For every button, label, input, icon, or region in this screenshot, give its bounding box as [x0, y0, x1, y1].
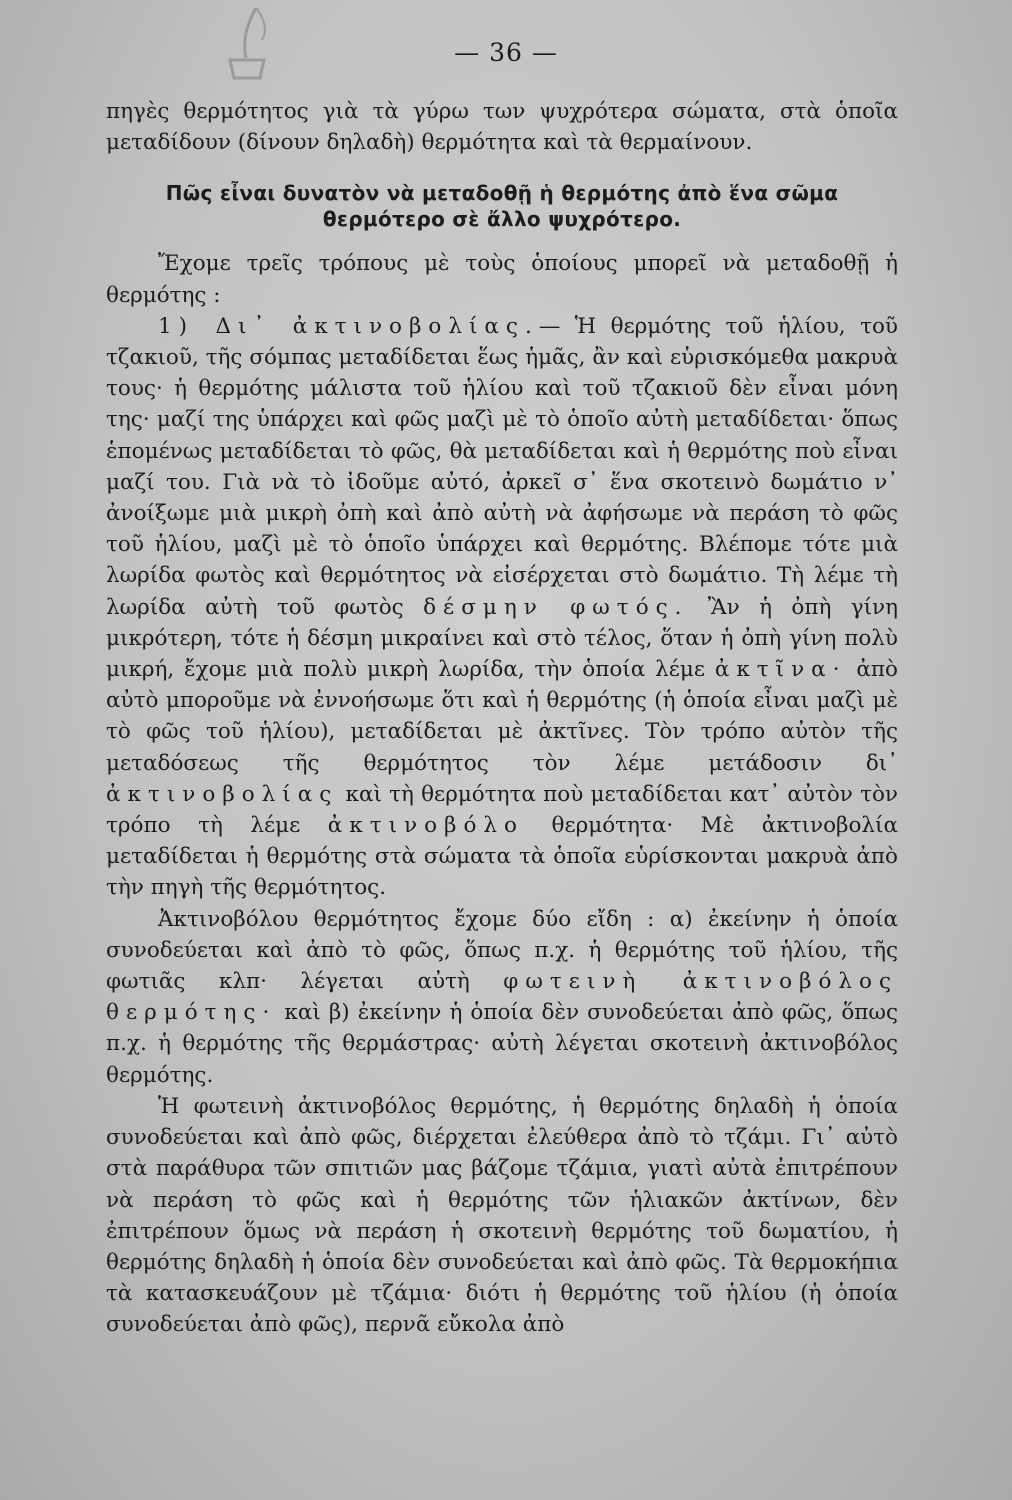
term-luminous-radiant-heat: φωτεινὴ ἀκτινοβόλος θερμότης·: [106, 969, 898, 1026]
paragraph-2-c: ἀπὸ αὐτὸ μποροῦμε νὰ ἐννοήσωμε ὅτι καὶ ἡ θερμότης (ἡ ὁποία εἶναι μαζὶ μὲ τὸ φῶς τοῦ ἡλίου), μεταδίδεται μὲ ἀκτῖνες. Τὸν τρόπο αὐτὸν τῆς μεταδόσεως τῆς θερμότητος τὸν λέμε μετάδοσιν δι᾿: [106, 657, 898, 776]
paragraph-3-b: καὶ β) ἐκείνην ἡ ὁποία δὲν συνοδεύεται ἀπὸ φῶς, ὅπως π.χ. ἡ θερμότης τῆς θερμάστρας· αὐτὴ λέγεται σκοτεινὴ ἀκτινοβόλος θερμότης.: [106, 1000, 898, 1088]
paragraph-3-a: Ἀκτινοβόλου θερμότητος ἔχομε δύο εἴδη : α) ἐκείνην ἡ ὁποία συνοδεύεται καὶ ἀπὸ τὸ φῶς, ὅπως π.χ. ἡ θερμότης τοῦ ἡλίου, τῆς φωτιᾶς κλπ· λέγεται αὐτὴ: [106, 906, 898, 995]
paragraph-4: Ἡ φωτεινὴ ἀκτινοβόλος θερμότης, ἡ θερμότης δηλαδὴ ἡ ὁποία συνοδεύεται καὶ ἀπὸ φῶς, διέρχεται ἐλεύθερα ἀπὸ τὸ τζάμι. Γι᾿ αὐτὸ στὰ παράθυρα τῶν σπιτιῶν μας βάζομε τζάμια, γιατὶ αὐτὰ ἐπιτρέπουν νὰ περάση τὸ φῶς καὶ ἡ θερμότης τῶν ἡλιακῶν ἀκτίνων, δὲν ἐπιτρέπουν ὅμως νὰ περάση ἡ σκοτεινὴ θερμότης τοῦ δωματίου, ἡ θερμότης δηλαδὴ ἡ ὁποία δὲν συνοδεύεται καὶ ἀπὸ φῶς. Τὰ θερμοκήπια τὰ κατασκευάζουν μὲ τζάμια· διότι ἡ θερμότης τοῦ ἡλίου (ἡ ὁποία συνοδεύεται ἀπὸ φῶς), περνᾶ εὔκολα ἀπὸ: [106, 1093, 898, 1338]
intro-paragraph: πηγὲς θερμότητος γιὰ τὰ γύρω των ψυχρότερα σώματα, στὰ ὁποῖα μεταδίδουν (δίνουν δηλαδὴ) θερμότητα καὶ τὰ θερμαίνουν.: [106, 99, 898, 156]
term-radiation: ἀκτινοβολίας: [106, 781, 339, 807]
method-label: 1) Δι᾿ ἀκτινοβολίας.: [158, 313, 539, 339]
term-ray: ἀκτῖνα·: [714, 657, 847, 683]
body-text: [106, 96, 898, 1341]
paragraph-2-b: Ἂν ἡ ὀπὴ γίνη μικρότερη, τότε ἡ δέσμη μικραίνει καὶ στὸ τέλος, ὅταν ἡ ὀπὴ γίνη πολὺ μικρή, ἔχομε μιὰ πολὺ μικρὴ λωρίδα, τὴν ὁποία λέμε: [106, 594, 898, 683]
page-number: — 36 —: [454, 38, 558, 67]
paragraph-2-d: καὶ τὴ θερμότητα ποὺ μεταδίδεται κατ᾿ αὐτὸν τὸν τρόπο τὴ λέμε: [106, 781, 898, 839]
term-beam: δέσμην φωτός.: [423, 594, 689, 620]
term-radiant: ἀκτινοβόλο: [327, 813, 524, 839]
paragraph-2-a: — Ἡ θερμότης τοῦ ἡλίου, τοῦ τζακιοῦ, τῆς σόμπας μεταδίδεται ἕως ἡμᾶς, ἂν καὶ εὑρισκόμεθα μακρυὰ τους· ἡ θερμότης μάλιστα τοῦ ἡλίου καὶ τοῦ τζακιοῦ δὲν εἶναι μόνη της· μαζί της ὑπάρχει καὶ φῶς μαζὶ μὲ τὸ ὁποῖο αὐτὴ μεταδίδεται· ὅπως ἑπομένως μεταδίδεται τὸ φῶς, θὰ μεταδίδεται καὶ ἡ θερμότης ποὺ εἶναι μαζί του. Γιὰ νὰ τὸ ἰδοῦμε αὐτό, ἀρκεῖ σ᾿ ἕνα σκοτεινὸ δωμάτιο ν᾿ ἀνοίξωμε μιὰ μικρὴ ὀπὴ καὶ ἀπὸ αὐτὴ νὰ ἀφήσωμε νὰ περάση τὸ φῶς τοῦ ἡλίου, μαζὶ μὲ τὸ ὁποῖο ὑπάρχει καὶ θερμότης. Βλέπομε τότε μιὰ λωρίδα φωτὸς καὶ θερμότητος νὰ εἰσέρχεται στὸ δωμάτιο. Τὴ λέμε τὴ λωρίδα αὐτὴ τοῦ φωτὸς: [106, 313, 898, 620]
section-heading: Πῶς εἶναι δυνατὸν νὰ μεταδοθῇ ἡ θερμότης ἀπὸ ἕνα σῶμα θερμότερο σὲ ἄλλο ψυχρότερο.: [165, 181, 839, 232]
paragraph-2-e: θερμότητα· Μὲ ἀκτινοβολία μεταδίδεται ἡ θερμότης στὰ σώματα τὰ ὁποῖα εὑρίσκονται μακρυὰ ἀπὸ τὴν πηγὴ τῆς θερμότητος.: [106, 813, 898, 901]
paragraph-2: [106, 311, 898, 904]
paragraph-1: Ἔχομε τρεῖς τρόπους μὲ τοὺς ὁποίους μπορεῖ νὰ μεταδοθῇ ἡ θερμότης :: [106, 251, 898, 308]
paragraph-3: [106, 904, 898, 1091]
